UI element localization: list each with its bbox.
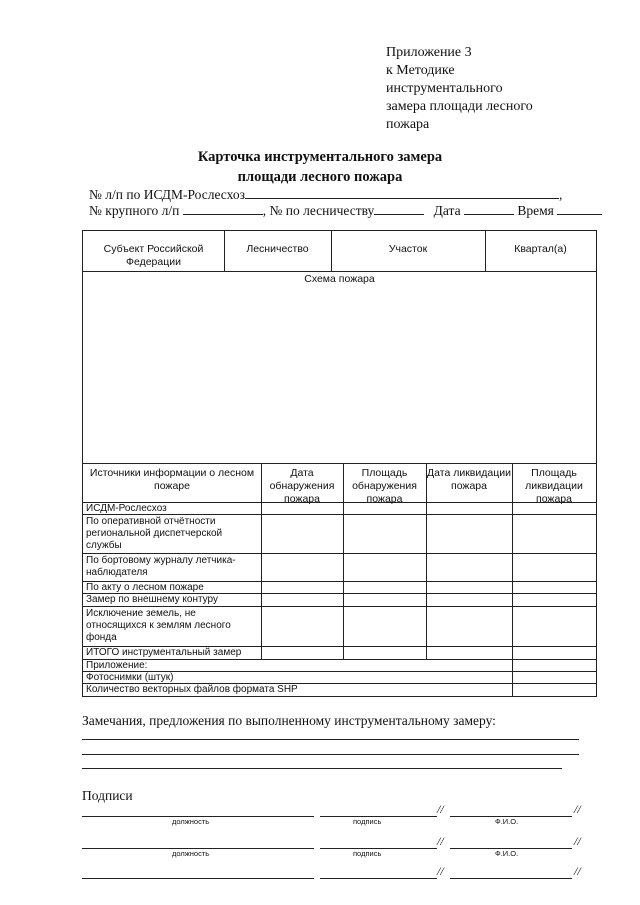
slash-mark: // xyxy=(437,834,444,848)
signatures-title: Подписи xyxy=(82,788,133,803)
page-subtitle: площади лесного пожара xyxy=(237,169,403,185)
large-fire-input-line[interactable] xyxy=(183,202,263,215)
source-row-label: По акту о лесном пожаре xyxy=(86,582,204,593)
appendix-line: к Методике xyxy=(386,63,455,78)
time-label: Время xyxy=(517,203,554,218)
appendix-line: инструментального xyxy=(386,81,503,96)
isdm-input-line[interactable] xyxy=(245,186,559,199)
source-row-label: Исключение земель, не относящихся к землям лесного фонда xyxy=(86,608,231,643)
row-divider xyxy=(83,606,596,607)
appendix-line: замера площади лесного xyxy=(386,99,533,114)
header-quarter: Квартал(а) xyxy=(514,243,567,255)
col-divider xyxy=(261,463,262,659)
header-plot: Участок xyxy=(388,243,428,255)
source-row-label: По бортовому журналу летчика-наблюдателя xyxy=(86,555,236,578)
slash-mark: // xyxy=(437,802,444,816)
appendix-line: Приложение 3 xyxy=(386,45,472,60)
slash-mark: // xyxy=(437,864,444,878)
source-row-label: Фотоснимки (штук) xyxy=(86,672,174,683)
source-row-label: По оперативной отчётности региональной диспетчерской службы xyxy=(86,516,223,551)
date-input-line[interactable] xyxy=(464,202,514,215)
sources-header-detect-date: Дата обнаружения пожара xyxy=(269,467,335,505)
fire-scheme-label: Схема пожара xyxy=(304,273,375,285)
row-divider xyxy=(83,271,596,272)
name-line[interactable] xyxy=(450,878,572,879)
large-fire-label: № крупного л/п xyxy=(89,203,180,218)
forestry-label: , № по лесничеству xyxy=(262,203,375,218)
fire-numbers-field xyxy=(89,202,602,219)
page-title: Карточка инструментального замера xyxy=(197,149,443,165)
sources-header-liquid-date: Дата ликвидации пожара xyxy=(427,467,511,492)
header-forestry: Лесничество xyxy=(246,243,309,255)
forestry-input-line[interactable] xyxy=(374,202,424,215)
remarks-line[interactable] xyxy=(82,768,562,769)
row-divider xyxy=(83,553,596,554)
position-label: должность xyxy=(172,817,210,826)
source-row-label: Приложение: xyxy=(86,660,148,671)
fire-card-table xyxy=(82,230,597,697)
row-divider xyxy=(83,463,596,464)
col-divider xyxy=(512,463,513,696)
remarks-line[interactable] xyxy=(82,754,579,755)
source-row-label: Замер по внешнему контуру xyxy=(86,594,219,605)
time-input-line[interactable] xyxy=(557,202,602,215)
appendix-note xyxy=(386,44,533,134)
sources-header-liquid-area: Площадь ликвидации пожара xyxy=(525,467,583,505)
name-label: Ф.И.О. xyxy=(495,849,519,858)
sources-header-source: Источники информации о лесном пожаре xyxy=(89,467,255,492)
col-divider xyxy=(426,463,427,659)
slash-mark: // xyxy=(574,864,581,878)
remarks-line[interactable] xyxy=(82,739,579,740)
header-subject: Субъект Российской Федерации xyxy=(103,243,204,268)
position-label: должность xyxy=(172,849,210,858)
isdm-number-field xyxy=(89,186,562,203)
isdm-comma: , xyxy=(558,187,563,202)
source-row-label: Количество векторных файлов формата SHP xyxy=(86,684,298,695)
position-line[interactable] xyxy=(82,878,314,879)
source-row-label: ИТОГО инструментальный замер xyxy=(86,647,242,658)
slash-mark: // xyxy=(574,834,581,848)
col-divider xyxy=(343,463,344,659)
remarks-label: Замечания, предложения по выполненному инструментальному замеру: xyxy=(82,713,496,728)
date-label: Дата xyxy=(433,203,461,218)
isdm-label: № л/п по ИСДМ-Рослесхоз xyxy=(89,187,245,202)
slash-mark: // xyxy=(574,802,581,816)
source-row-label: ИСДМ-Рослесхоз xyxy=(86,503,167,514)
signature-label: подпись xyxy=(353,817,382,826)
signature-line[interactable] xyxy=(320,878,437,879)
sources-header-detect-area: Площадь обнаружения пожара xyxy=(352,467,417,505)
name-label: Ф.И.О. xyxy=(495,817,519,826)
signature-label: подпись xyxy=(353,849,382,858)
appendix-line: пожара xyxy=(386,117,430,132)
